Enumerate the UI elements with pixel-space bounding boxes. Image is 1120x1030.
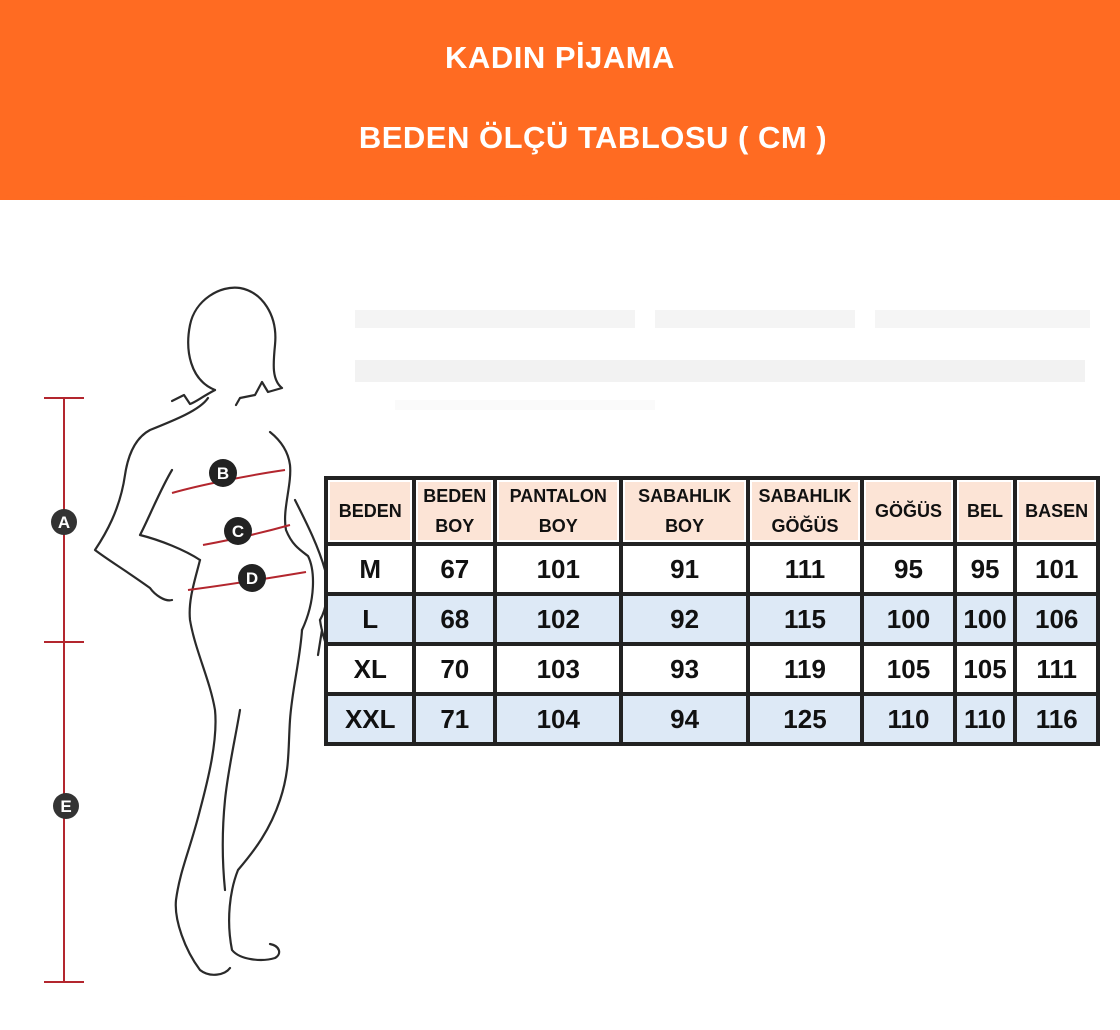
- cell-value: 110: [955, 694, 1016, 744]
- cell-value: 100: [862, 594, 954, 644]
- cell-value: 105: [862, 644, 954, 694]
- cell-size: XXL: [326, 694, 414, 744]
- cell-value: 115: [748, 594, 863, 644]
- faded-background-text: [355, 305, 1090, 415]
- table-row: [326, 594, 1098, 644]
- cell-size: M: [326, 544, 414, 594]
- table-row: [326, 544, 1098, 594]
- cell-value: 104: [495, 694, 621, 744]
- woman-silhouette-figure: [0, 270, 340, 1000]
- cell-value: 111: [748, 544, 863, 594]
- table-row: [326, 644, 1098, 694]
- cell-value: 125: [748, 694, 863, 744]
- table-row: [326, 694, 1098, 744]
- cell-value: 70: [414, 644, 495, 694]
- cell-value: 111: [1015, 644, 1098, 694]
- cell-value: 110: [862, 694, 954, 744]
- cell-value: 119: [748, 644, 863, 694]
- cell-value: 68: [414, 594, 495, 644]
- header-gogus: GÖĞÜS: [862, 478, 954, 544]
- cell-size: XL: [326, 644, 414, 694]
- header-pantalon-boy: PANTALON BOY: [495, 478, 621, 544]
- cell-value: 95: [862, 544, 954, 594]
- cell-value: 92: [621, 594, 747, 644]
- cell-value: 106: [1015, 594, 1098, 644]
- cell-value: 105: [955, 644, 1016, 694]
- header-sabahlik-gogus: SABAHLIK GÖĞÜS: [748, 478, 863, 544]
- cell-value: 67: [414, 544, 495, 594]
- header-beden: BEDEN: [326, 478, 414, 544]
- torn-paper-edge: [0, 188, 1120, 208]
- page-subtitle: BEDEN ÖLÇÜ TABLOSU ( CM ): [358, 120, 828, 155]
- page-title: KADIN PİJAMA: [445, 40, 675, 75]
- cell-value: 93: [621, 644, 747, 694]
- marker-d-label: D: [245, 569, 259, 588]
- size-chart-table: [324, 476, 1100, 746]
- table-header-row: [326, 478, 1098, 544]
- header-sabahlik-boy: SABAHLIK BOY: [621, 478, 747, 544]
- cell-value: 103: [495, 644, 621, 694]
- cell-value: 102: [495, 594, 621, 644]
- header-basen: BASEN: [1015, 478, 1098, 544]
- cell-value: 100: [955, 594, 1016, 644]
- marker-b-label: B: [216, 464, 230, 483]
- cell-value: 116: [1015, 694, 1098, 744]
- header-beden-boy: BEDEN BOY: [414, 478, 495, 544]
- cell-value: 94: [621, 694, 747, 744]
- cell-value: 101: [1015, 544, 1098, 594]
- marker-c-label: C: [231, 522, 245, 541]
- cell-size: L: [326, 594, 414, 644]
- marker-a-label: A: [57, 513, 71, 532]
- marker-e-label: E: [60, 797, 72, 816]
- cell-value: 101: [495, 544, 621, 594]
- cell-value: 95: [955, 544, 1016, 594]
- header-banner: [0, 0, 1120, 200]
- header-bel: BEL: [955, 478, 1016, 544]
- cell-value: 91: [621, 544, 747, 594]
- cell-value: 71: [414, 694, 495, 744]
